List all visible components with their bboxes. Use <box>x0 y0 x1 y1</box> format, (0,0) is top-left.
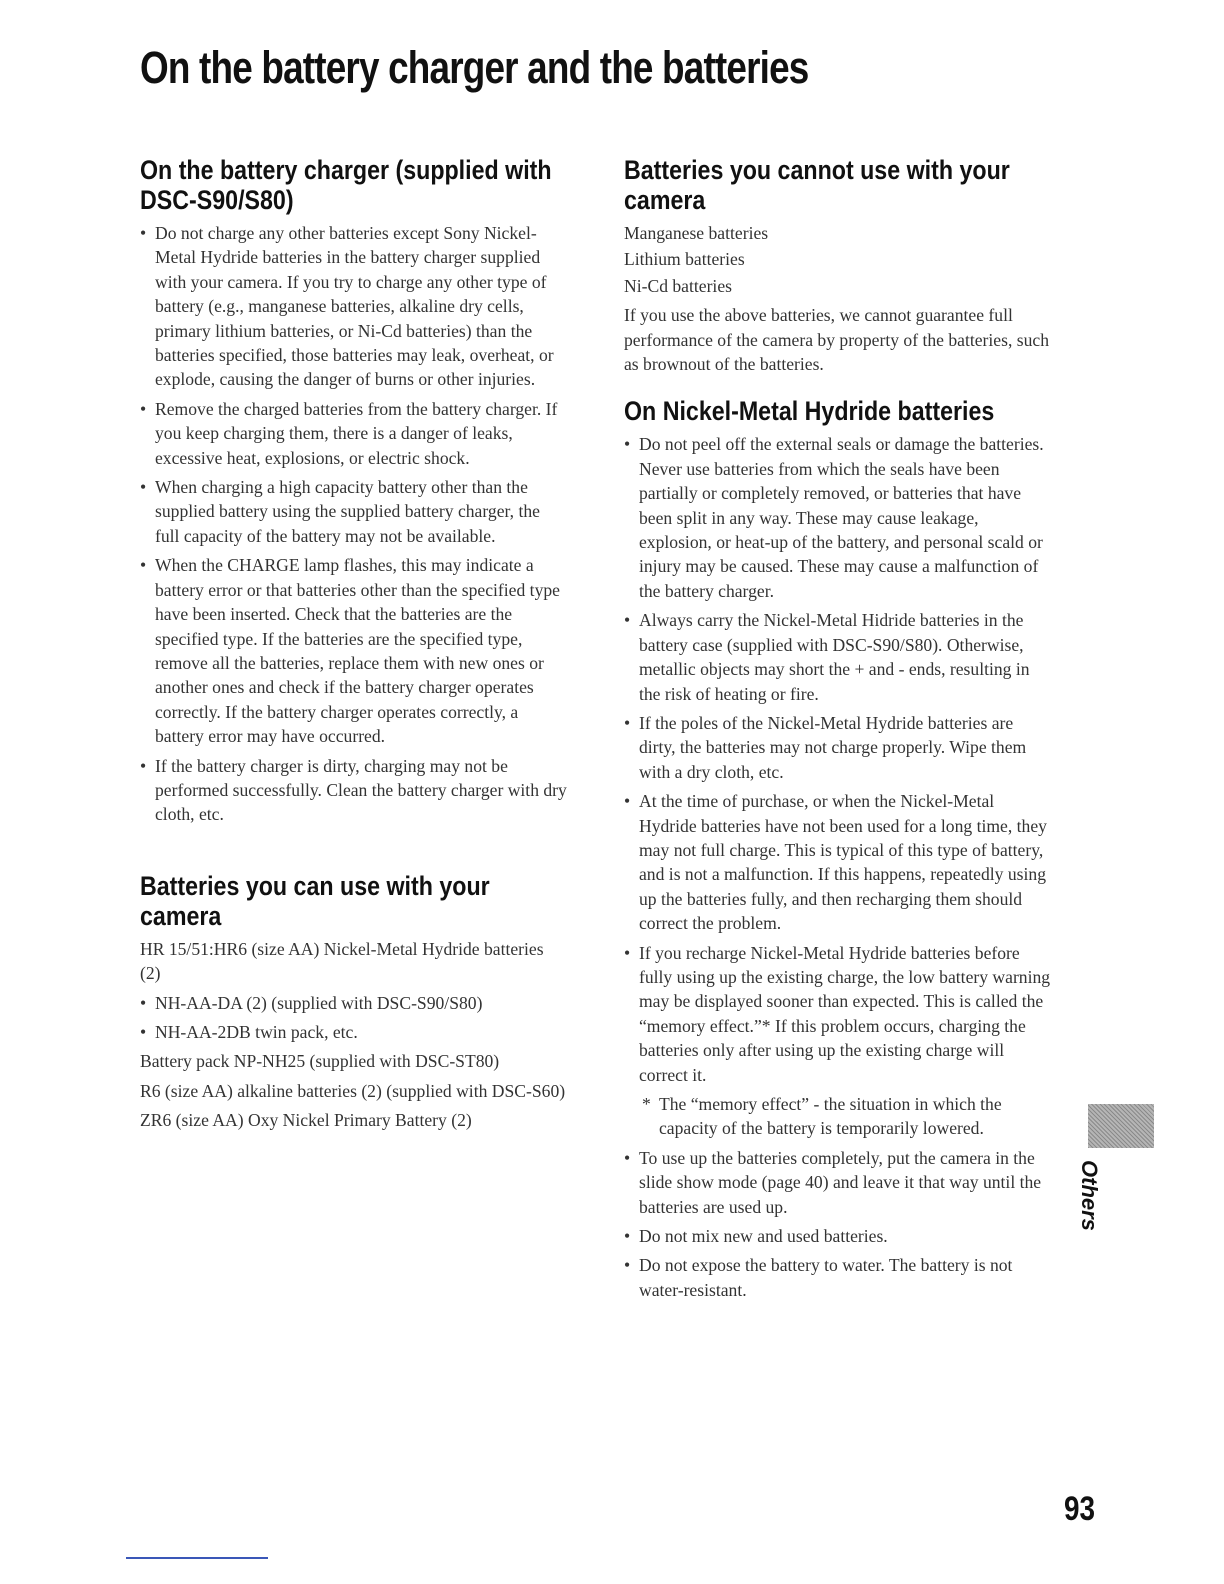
list-item: • To use up the batteries completely, put the camera in the slide show mode (page 40) and leave it that way until the batteries are used up. <box>624 1146 1054 1219</box>
list-item: • If the battery charger is dirty, charging may not be performed successfully. Clean the battery charger with dry cloth, etc. <box>140 754 568 827</box>
section-nimh-batteries <box>624 396 1054 1302</box>
list-item: • Always carry the Nickel-Metal Hidride batteries in the battery case (supplied with DSC-S90/S80). Otherwise, metallic objects may short the + and - ends, resulting in the risk of heating or fire. <box>624 608 1054 706</box>
list-item: • If the poles of the Nickel-Metal Hydride batteries are dirty, the batteries may not charge properly. Wipe them with a dry cloth, etc. <box>624 711 1054 784</box>
footnote-mark: * <box>642 1094 651 1114</box>
list-item: • Do not expose the battery to water. The battery is not water-resistant. <box>624 1253 1054 1302</box>
list-item: • At the time of purchase, or when the Nickel-Metal Hydride batteries have not been used for a long time, they may not full charge. This is typical of this type of battery, and is not a malfunction. If this happens, repeatedly using up the batteries fully, and then recharging them should correct the problem. <box>624 789 1054 935</box>
charger-bullet-list <box>140 221 568 827</box>
list-item: Manganese batteries <box>624 223 769 243</box>
memory-effect-footnote <box>624 1092 1054 1141</box>
left-column <box>140 155 568 1138</box>
section-heading-batteries-cannot-use: Batteries you cannot use with your camera <box>624 155 1010 215</box>
list-item: • Do not charge any other batteries except Sony Nickel-Metal Hydride batteries in the battery charger supplied with your camera. If you try to charge any other type of battery (e.g., manganese batteries, alkaline dry cells, primary lithium batteries, or Ni-Cd batteries) than the batteries specified, those batteries may leak, overheat, or explode, causing the danger of burns or other injuries. <box>140 221 568 392</box>
section-batteries-can-use <box>140 871 568 1133</box>
page-number: 93 <box>1064 1490 1096 1528</box>
list-item: • Remove the charged batteries from the battery charger. If you keep charging them, there is a danger of leaks, excessive heat, explosions, or electric shock. <box>140 397 568 470</box>
section-heading-battery-charger: On the battery charger (supplied with DSC-S90/S80) <box>140 155 552 215</box>
nimh-bullet-list-2 <box>624 1146 1054 1302</box>
list-item: Lithium batteries <box>624 249 745 270</box>
section-battery-charger <box>140 155 568 827</box>
list-item: • NH-AA-DA (2) (supplied with DSC-S90/S80) <box>140 991 568 1015</box>
battery-type-zr6: ZR6 (size AA) Oxy Nickel Primary Battery (2) <box>140 1110 472 1131</box>
hr6-sub-list <box>140 991 568 1045</box>
list-item: • Do not peel off the external seals or damage the batteries. Never use batteries from which the seals have been partially or completely removed, or batteries that have been split in any way. These may cause leakage, explosion, or heat-up of the battery, and personal scald or injury may be caused. These may cause a malfunction of the battery charger. <box>624 432 1054 603</box>
footnote-text: The “memory effect” - the situation in which the capacity of the battery is temporarily lowered. <box>659 1094 1002 1139</box>
footer-rule <box>126 1557 268 1559</box>
battery-type-r6: R6 (size AA) alkaline batteries (2) (supplied with DSC-S60) <box>140 1080 566 1101</box>
page-title: On the battery charger and the batteries <box>140 42 809 93</box>
nimh-bullet-list <box>624 432 1054 1087</box>
list-item: • Do not mix new and used batteries. <box>624 1224 1054 1248</box>
section-batteries-cannot-use <box>624 155 1054 376</box>
section-tab-marker <box>1088 1104 1154 1148</box>
section-tab-label: Others <box>1077 1160 1102 1231</box>
battery-type-np-nh25: Battery pack NP-NH25 (supplied with DSC-ST80) <box>140 1051 500 1072</box>
list-item: • When charging a high capacity battery other than the supplied battery using the supplied battery charger, the full capacity of the battery may not be available. <box>140 475 568 548</box>
list-item: • NH-AA-2DB twin pack, etc. <box>140 1020 568 1044</box>
battery-type-hr6: HR 15/51:HR6 (size AA) Nickel-Metal Hydride batteries (2) <box>140 938 544 984</box>
list-item: Ni-Cd batteries <box>624 275 732 296</box>
list-item: • If you recharge Nickel-Metal Hydride batteries before fully using up the existing charge, the low battery warning may be displayed sooner than expected. This is called the “memory effect.”* If this problem occurs, charging the batteries only after using up the existing charge will correct it. <box>624 941 1054 1087</box>
list-item: • When the CHARGE lamp flashes, this may indicate a battery error or that batteries other than the specified type have been inserted. Check that the batteries are the specified type. If the batteries are the specified type, remove all the batteries, replace them with new ones or another ones and check if the battery charger operates correctly. If the battery charger operates correctly, a battery error may have occurred. <box>140 553 568 748</box>
section-heading-batteries-can-use: Batteries you can use with your camera <box>140 870 490 931</box>
right-column <box>624 155 1054 1307</box>
section-heading-nimh: On Nickel-Metal Hydride batteries <box>624 396 995 427</box>
cannot-use-warning: If you use the above batteries, we cannot guarantee full performance of the camera by property of the batteries, such as brownout of the batteries. <box>624 305 1049 375</box>
